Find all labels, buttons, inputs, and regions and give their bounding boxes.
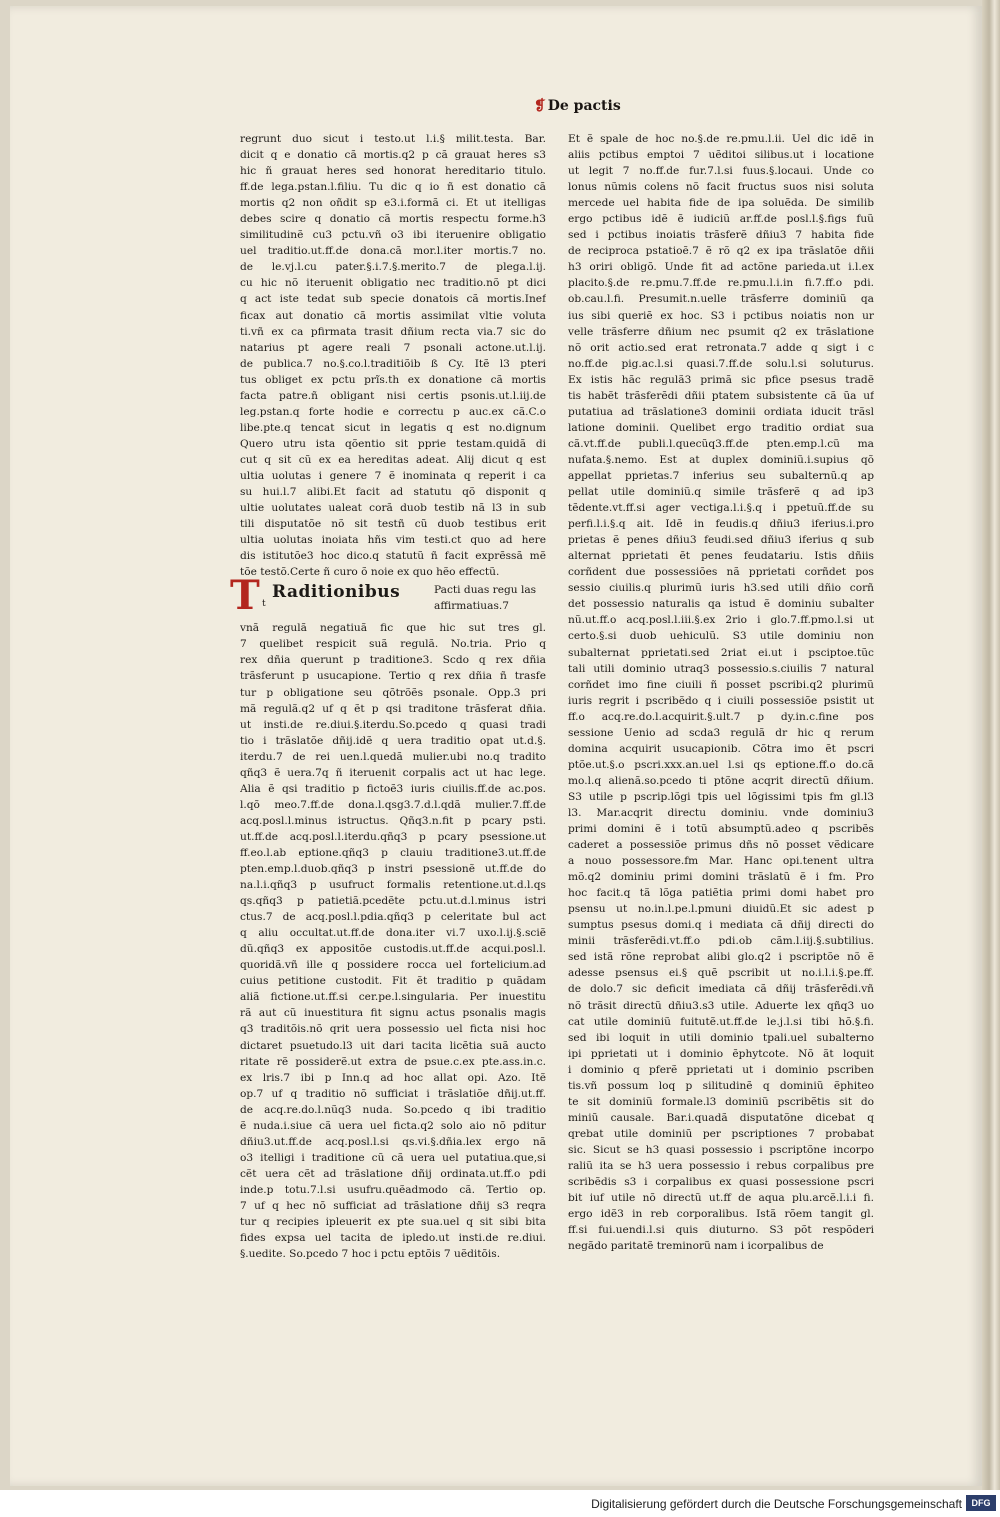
text-line: ẽ nuda.i.siue cã uera uel ficta.q2 solo aio nõ pditur xyxy=(240,1119,546,1132)
text-line: fides expsa uel tacita de ipledo.ut insti.de re.diui. xyxy=(240,1232,546,1245)
page-edge xyxy=(982,0,1000,1490)
text-line: rã aut cũ inuestitura fit signu actus psonalis magis xyxy=(240,1007,546,1020)
text-line: cut q sit cũ ex ea hereditas adeat. Alij dicut q est xyxy=(240,453,546,466)
text-line: Quero utru ista qõentio sit pprie testam.quidã di xyxy=(240,437,546,450)
text-line: Et ẽ spale de hoc no.§.de re.pmu.l.ii. Uel dic idẽ in xyxy=(568,133,874,145)
text-line: trãsferunt p usucapione. Tertio q rex dñia ñ trasfe xyxy=(240,670,546,683)
text-line: nõ orit actio.sed erat retronata.7 adde q sigt i c xyxy=(568,341,874,354)
text-line: 7 uf q hec nõ sufficiat ad trãslatione dñij s3 reqra xyxy=(240,1200,546,1212)
text-line: ergo pctibus idẽ ẽ iudiciũ ar.ff.de posl.l.§.figs fuũ xyxy=(568,213,874,226)
text-line: cuius petitione custodit. Fit ẽt traditio p quãdam xyxy=(240,975,546,988)
text-line: dictaret psuetudo.l3 uit dari tacita licẽtia suã aucto xyxy=(240,1039,546,1052)
text-line: ritate rẽ possiderẽ.ut extra de psue.c.ex pte.ass.in.c. xyxy=(240,1055,546,1068)
text-line: prietas ẽ penes dñiu3 feudi.sed dñiu3 iferius q sub xyxy=(568,534,874,547)
text-line: ficax aut donatio cã mortis assimilat vltie voluta xyxy=(240,309,546,322)
right-column xyxy=(568,131,874,1254)
red-initial: T xyxy=(230,572,260,620)
text-line: tio i trãslatõe dñij.idẽ q uera traditio opat ut.d.§. xyxy=(240,734,546,747)
text-line: alternat pprietati ẽt penes feudatariu. Istis dñiis xyxy=(568,550,874,563)
text-line: na.l.i.qñq3 p usufruct formalis retentione.ut.d.l.qs xyxy=(240,879,546,892)
text-line: iterdu.7 de rei uen.l.quedã mulier.ubi no.q tradito xyxy=(240,750,546,763)
text-line: i dominio q pferẽ pprietati ut i dominio pscriben xyxy=(568,1063,874,1076)
text-line: psensu ut no.in.l.pe.l.pmuni diuidũ.Et sic adest p xyxy=(568,903,874,916)
text-line: Ex istis hãc regulã3 primã sic pfice psesus tradẽ xyxy=(568,373,874,386)
text-line: mã regulã.q2 uf q ẽt p qsi traditone trãsferat dñia. xyxy=(240,702,546,715)
text-line: minii trãsferẽdi.vt.ff.o pdi.ob cãm.l.iij.§.subtilius. xyxy=(568,935,874,948)
text-line: q act iste tedat sub specie donatois cã mortis.Inef xyxy=(240,293,546,306)
text-line: corñdet imo fine ciuili ñ posset pscribi.q2 plurimũ xyxy=(568,678,874,691)
text-line: velle trãsferre dñium nec psumit q2 ex trãslatione xyxy=(568,325,874,338)
text-line: sed i pctibus inoiatis trãsferẽ dñiu3 7 habita fide xyxy=(568,229,874,242)
text-line: q3 traditõis.nõ qrit uera possessio uel ficta nisi hoc xyxy=(240,1023,546,1036)
text-line: qrebat utile dominiũ per pscriptiones 7 probabat xyxy=(568,1127,874,1140)
text-line: nõ trãsit directũ dñiu3.s3 utile. Aduerte lex qñq3 uo xyxy=(568,999,874,1012)
text-line: de publica.7 no.§.co.l.traditiõib ß Cy. Itẽ l3 pteri xyxy=(240,357,546,370)
text-line: bit iuf utile nõ directũ ut.ff de aqua plu.arcẽ.l.i.i fi. xyxy=(568,1192,874,1205)
text-line: placito.§.de re.pmu.7.ff.de re.pmu.l.i.in fi.7.ff.o pdi. xyxy=(568,277,874,290)
text-line: dis istitutõe3 hoc dico.q statutũ ñ facit exprẽssã mẽ xyxy=(240,550,546,563)
text-line: qs.qñq3 p patietiã.pcedẽte pctu.ut.d.l.minus istri xyxy=(240,895,546,908)
text-line: a nouo possessore.fm Mar. Hanc opi.tenent ultra xyxy=(568,855,874,868)
text-line: cat utile dominiũ fuitutẽ.ut.ff.de le.j.l.si tibi hõ.§.fi. xyxy=(568,1015,874,1028)
text-line: sed istã rõne reprobat alibi glo.q2 i pscriptõe nõ ẽ xyxy=(568,951,874,964)
text-line: tur p obligatione seu qõtrõẽs psonale. Opp.3 pri xyxy=(240,686,546,699)
text-line: cu hic nõ iteruenit obligatio nec traditio.nõ pt dici xyxy=(240,277,546,290)
text-line: q aliu occultat.ut.ff.de dona.iter vi.7 uxo.l.ij.§.sciẽ xyxy=(240,927,546,940)
text-line: mortis q2 non oñdit sp e3.i.formã ci. Et ut itelligas xyxy=(240,197,546,210)
text-line: ut.ff.de acq.posl.l.iterdu.qñq3 p pcary psessione.ut xyxy=(240,830,546,843)
text-line: similitudinẽ cu3 pctu.vñ o3 ibi iteruenire obligatio xyxy=(240,229,546,242)
text-line: 7 quelibet respicit suã regulã. No.tria. Prio q xyxy=(240,638,546,651)
text-line: tẽdente.vt.ff.si ager vectiga.l.i.§.q i ppetuũ.ff.de su xyxy=(568,502,874,515)
text-line: ut legit 7 no.ff.de fur.7.l.si fuus.§.locaui. Unde co xyxy=(568,165,874,178)
text-line: mo.l.q alienã.so.pcedo ti ptõne acqrit directũ dñium. xyxy=(568,774,874,787)
text-line: de acq.re.do.l.nũq3 nuda. So.pcedo q ibi traditio xyxy=(240,1103,546,1116)
text-line: ergo idẽ3 in reb corporalibus. Istã rõem tangit gl. xyxy=(568,1208,874,1221)
text-line: Alia ẽ qsi traditio p fictoẽ3 iuris ciuilis.ff.de ac.pos. xyxy=(240,782,546,795)
text-line: nũ.ut.ff.o acq.posl.l.iii.§.ex 2rio i glo.7.ff.pmo.l.si ut xyxy=(568,614,874,627)
text-line: sed ibi loquit in utili dominio tpali.uel subalterno xyxy=(568,1031,874,1044)
text-line: te sit dominiũ formale.l3 dominiũ pscribẽtis sit do xyxy=(568,1095,874,1108)
text-line: su hui.l.7 alibi.Et facit ad statutu qõ disponit q xyxy=(240,486,546,499)
text-line: putatiua ad trãslatione3 dominii ordiata iducit trãsl xyxy=(568,405,874,418)
text-line: pellat utile dominiũ.q simile trãsferẽ q ad ip3 xyxy=(568,486,874,499)
text-line: domina acquirit usucapionib. Cõtra imo ẽt pscri xyxy=(568,742,874,755)
text-line: cã.vt.ff.de publi.l.quecũq3.ff.de pten.emp.l.cũ ma xyxy=(568,437,874,450)
text-line: adesse psensus ei.§ quẽ pscribit ut no.i.l.i.§.pe.ff. xyxy=(568,967,874,980)
text-line: natarius pt agere reali 7 psonali actone.ut.l.ij. xyxy=(240,341,546,354)
text-line: facta patre.ñ obligant nisi certis psonis.ut.l.iij.de xyxy=(240,389,546,402)
text-line: regrunt duo sicut i testo.ut l.i.§ milit.testa. Bar. xyxy=(240,133,546,145)
text-line: ptõe.ut.§.o pscri.xxx.an.uel l.si qs eptione.ff.o do.cã xyxy=(568,758,874,771)
text-line: ultie uolutates ualeat corã duob testib nã l3 in sub xyxy=(240,502,546,515)
text-line: lonus nũmis colens nõ facit fructus suos nisi soluta xyxy=(568,181,874,194)
text-line: corñdent due possessiões nã pprietati corñdet pos xyxy=(568,566,874,579)
text-line: dũ.qñq3 ex appositõe custodis.ut.ff.de acqui.posl.l. xyxy=(240,943,546,956)
text-line: ff.eo.l.ab eptione.qñq3 p clauiu traditione3.ut.ff.de xyxy=(240,846,546,859)
text-line: mõ.q2 dominiu primi domini trãslatũ ẽ i fm. Pro xyxy=(568,871,874,884)
text-line: vnã regulã negatiuã fic que hic sut tres gl. xyxy=(240,622,546,635)
text-line: ius sibi queriẽ ex hoc. S3 i pctibus noiatis non ur xyxy=(568,309,874,322)
text-line: h3 oriri obligõ. Unde fit ad actõne parieda.ut i.l.ex xyxy=(568,261,874,274)
text-line: caderet a possessiõe primus dñs nõ posset vẽdicare xyxy=(568,839,874,852)
text-line: ultia uolutas i genere 7 ẽ inominata q reperit i ca xyxy=(240,469,546,482)
text-line: negãdo paritatẽ treminorũ nam i icorpalibus de xyxy=(568,1240,824,1253)
text-line: hoc facit.q tã lõga patiẽtia primi domi habet pro xyxy=(568,887,874,900)
text-line: cẽt uera cẽt ad trãslatione dñij ordinata.ut.ff.o pdi xyxy=(240,1167,546,1180)
text-line: ut insti.de re.diui.§.iterdu.So.pcedo q quasi tradi xyxy=(240,718,546,731)
text-line: pten.emp.l.duob.qñq3 p instri psessionẽ ut.ff.de do xyxy=(240,863,546,876)
text-line: acq.posl.l.minus istructus. Qñq3.n.fit p pcary psti. xyxy=(240,814,546,827)
heading-aside: Pacti duas regu las affirmatiuas.7 xyxy=(434,584,537,613)
text-line: leg.pstan.q forte hodie e correctu p auc.ex cã.C.o xyxy=(240,405,546,418)
text-line: latione dominii. Quelibet ergo traditio ordiat sua xyxy=(568,421,874,434)
running-head-mark: ❡ xyxy=(534,98,546,114)
guide-letter: t xyxy=(262,599,266,610)
text-line: hic ñ grauat heres sed honorat hereditario titulo. xyxy=(240,165,546,178)
text-line: l3. Mar.acqrit directu dominiu. vnde dominiu3 xyxy=(568,806,874,819)
text-line: no.ff.de pig.ac.l.si quasi.7.ff.de solu.l.si soluturus. xyxy=(568,357,874,370)
text-line: ff.de lega.pstan.l.filiu. Tu dic q io ñ est donatio cã xyxy=(240,181,546,194)
text-line: primi domini ẽ i totũ absumptũ.adeo q pscribẽs xyxy=(568,823,874,836)
text-line: libe.pte.q tencat sicut in legatis q est no.dignum xyxy=(240,421,546,434)
text-line: sessio ciuilis.q plurimũ iuris h3.sed utili dñio corñ xyxy=(568,582,874,595)
left-column-text-after xyxy=(240,620,546,1262)
text-line: ob.cau.l.fi. Presumit.n.uelle trãsferre dominiũ qa xyxy=(568,293,874,306)
text-line: ipi pprietati ut i dominio ẽphytcote. Nõ ãt loquit xyxy=(568,1047,874,1060)
text-line: ff.o acq.re.do.l.acquirit.§.ult.7 p dy.in.c.fine pos xyxy=(568,710,874,723)
text-line: uel traditio.ut.ff.de dona.cã mor.l.iter mortis.7 no. xyxy=(240,245,546,258)
text-line: tis habẽt trãsferẽdi dñii ptatem subsistente cã ũa uf xyxy=(568,389,874,402)
text-line: de dolo.7 sic deficit imediata cã dñij trãsferẽdi.vñ xyxy=(568,983,874,996)
text-line: de reciproca pstatioẽ.7 ẽ rõ q2 ex ipa trãslatõe dñii xyxy=(568,245,874,258)
text-line: subalternat pprietati.sed 2riat ei.ut i psciptoe.tũc xyxy=(568,646,874,659)
left-column xyxy=(230,131,546,1262)
text-line: rex dñia querunt p traditione3. Scdo q rex dñia xyxy=(240,654,546,667)
text-line: sessione Uenio ad scda3 regulã dr hic q rerum xyxy=(568,726,874,739)
text-line: debes scire q donatio cã mortis respectu forme.h3 xyxy=(240,213,546,226)
text-line: ff.si fui.uendi.l.si quis diuturno. S3 põt respõderi xyxy=(568,1224,874,1237)
text-line: tis.vñ possum loq p silitudinẽ q dominiũ ẽphiteo xyxy=(568,1079,874,1092)
footer-bar xyxy=(0,1490,1000,1517)
text-line: de le.vj.l.cu pater.§.i.7.§.merito.7 de plega.l.ij. xyxy=(240,261,546,274)
text-line: ex lris.7 ibi p Inn.q ad hoc allat opi. Azo. Itẽ xyxy=(240,1071,546,1084)
text-line: tali utili dominio utraq3 possessio.s.ciuilis 7 natural xyxy=(568,662,874,675)
text-line: qñq3 ẽ uera.7q ñ iteruenit corpalis act ut hac lege. xyxy=(240,766,546,779)
footer-credit: Digitalisierung gefördert durch die Deutsche Forschungsgemeinschaft xyxy=(591,1497,962,1511)
text-line: tõe testõ.Certe ñ curo õ noie ex quo hẽo effectũ. xyxy=(240,566,500,579)
text-line: raliũ ita se h3 uera possessio i rebus corpalibus pre xyxy=(568,1160,874,1172)
text-line: §.uedite. So.pcedo 7 hoc i pctu eptõis 7 uẽditõis. xyxy=(240,1248,501,1261)
text-line: appellat pprietas.7 inferius seu subalternũ.q ap xyxy=(568,469,874,482)
text-line: l.qõ meo.7.ff.de dona.l.qsg3.7.d.l.qdã mulier.7.ff.de xyxy=(240,798,546,811)
dfg-logo: DFG xyxy=(966,1495,996,1511)
text-line: aliã fictione.ut.ff.si cer.pe.l.singularia. Per inuestitu xyxy=(240,991,546,1004)
text-line: quoridã.vñ ille q possidere rocca uel fortelicium.ad xyxy=(240,959,546,972)
text-line: sumptus psesus domi.q i mediata cã dñij directi do xyxy=(568,919,874,932)
text-line: dicit q e donatio cã mortis.q2 p cã grauat heres s3 xyxy=(240,149,546,162)
text-line: scribẽdis s3 i corpalibus ex quasi possessione pscri xyxy=(568,1176,874,1189)
heading-word: Raditionibus xyxy=(272,582,401,603)
text-line: dñiu3.ut.ff.de acq.posl.l.si qs.vi.§.dñia.lex ergo nã xyxy=(240,1135,546,1148)
text-line: mercede uel habita fide de ipa soluẽda. De similib xyxy=(568,197,874,210)
text-line: inde.p totu.7.l.si usufru.quẽadmodo cã. Tertio op. xyxy=(240,1183,546,1196)
text-line: perfi.l.i.§.q ait. Idẽ in feudis.q dñiu3 iferius.i.pro xyxy=(568,518,874,531)
left-column-text-before xyxy=(240,131,546,580)
text-line: aliis pctibus emptoi 7 uẽditoi silibus.ut i locatione xyxy=(568,149,874,162)
text-line: nufata.§.nemo. Est at duplex dominiũ.i.supius qõ xyxy=(568,453,874,466)
text-line: sic. Sicut se h3 quasi possessio i pscriptõne incorpo xyxy=(568,1143,874,1156)
text-line: S3 utile p pscrip.lõgi tpis uel lõgissimi tpis fm gl.l3 xyxy=(568,790,874,803)
running-head-text: De pactis xyxy=(547,98,621,114)
running-head xyxy=(534,98,621,114)
text-line: ctus.7 de acq.posl.l.pdia.qñq3 p celeritate bul act xyxy=(240,911,546,924)
text-line: op.7 uf q traditio nõ sufficiat i trãslatiõe dñij.ut.ff. xyxy=(240,1087,546,1100)
right-column-text xyxy=(568,131,874,1254)
text-line: det possessio naturalis qa istud ẽ dominiu subalter xyxy=(568,598,874,611)
text-line: o3 itelligi i traditione cũ cã uera uel putatiua.que,si xyxy=(240,1151,546,1164)
text-line: iuris regrit i pscribẽdo q i ciuili possessiõe psistit ut xyxy=(568,694,874,707)
text-line: miniũ causale. Bar.i.quadã disputatõne dicebat q xyxy=(568,1111,874,1124)
text-line: certo.§.si duob uehiculũ. S3 utile dominiu non xyxy=(568,630,874,643)
text-line: ultia uolutas inoiata hñs vim testi.ct quo ad here xyxy=(240,534,546,547)
text-line: ti.vñ ex ca pfirmata trasit dñium recta via.7 sic do xyxy=(240,325,546,338)
text-line: tur q recipies ipleuerit ex pte sua.uel q sit sibi bita xyxy=(240,1216,546,1229)
text-line: tus obliget ex pctu prĩs.th ex donatione cã mortis xyxy=(240,373,546,386)
text-line: tili disputatõe nõ sit testñ cũ duob testibus erit xyxy=(240,518,546,531)
